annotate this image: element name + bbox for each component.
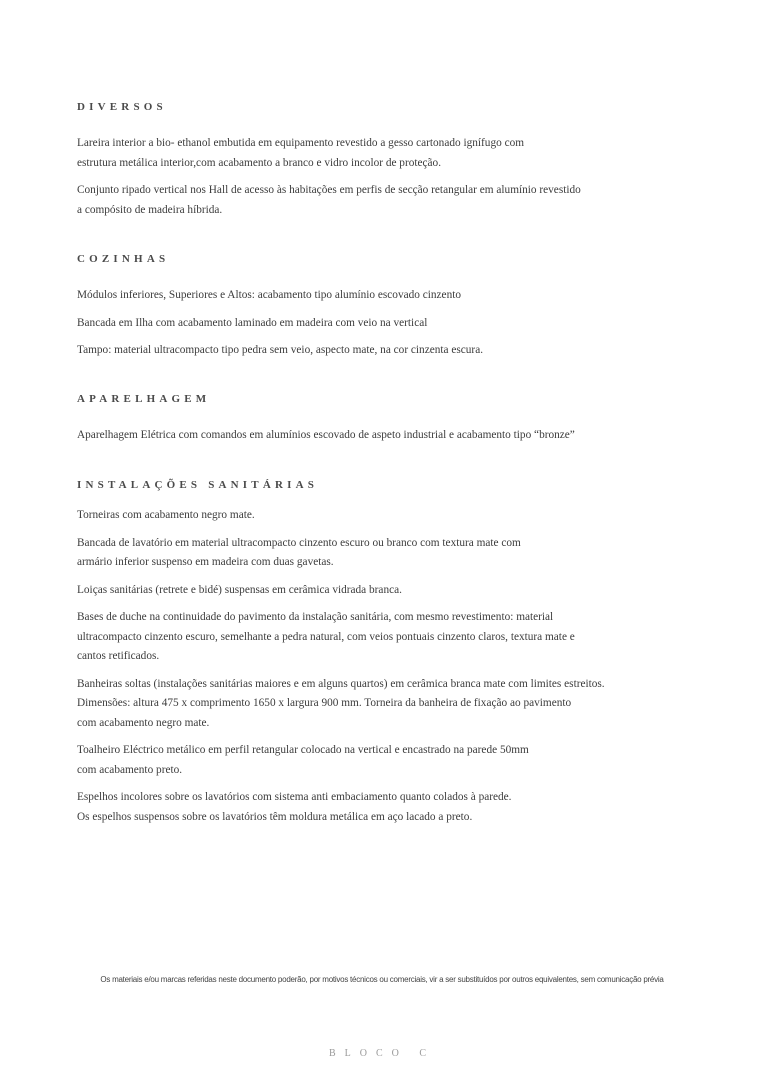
paragraph [77, 534, 697, 573]
paragraph [77, 426, 697, 446]
section-aparelhagem [77, 392, 697, 446]
paragraph [77, 741, 697, 780]
text-line: com acabamento preto. [77, 763, 183, 776]
text-line: Os espelhos suspensos sobre os lavatórios têm moldura metálica em aço lacado a preto. [77, 810, 473, 823]
section-heading: COZINHAS [77, 253, 170, 265]
text-line: Loiças sanitárias (retrete e bidé) suspensas em cerâmica vidrada branca. [77, 583, 402, 596]
section-heading: DIVERSOS [77, 101, 167, 113]
paragraph [77, 581, 697, 601]
text-line: Aparelhagem Elétrica com comandos em alumínios escovado de aspeto industrial e acabamento tipo “bronze” [77, 429, 575, 441]
paragraph [77, 608, 697, 667]
text-line: Bancada de lavatório em material ultracompacto cinzento escuro ou branco com textura mate com [77, 536, 521, 549]
section-heading: APARELHAGEM [77, 393, 211, 405]
section-instalacoes-sanitarias [77, 478, 697, 827]
text-line: Espelhos incolores sobre os lavatórios com sistema anti embaciamento quanto colados à parede. [77, 791, 512, 803]
section-diversos [77, 100, 697, 220]
text-line: Tampo: material ultracompacto tipo pedra sem veio, aspecto mate, na cor cinzenta escura. [77, 344, 484, 356]
text-line: Módulos inferiores, Superiores e Altos: acabamento tipo alumínio escovado cinzento [77, 289, 462, 301]
section-cozinhas [77, 252, 697, 361]
text-line: Bases de duche na continuidade do pavimento da instalação sanitária, com mesmo revestimento: material [77, 611, 554, 623]
text-line: Lareira interior a bio- ethanol embutida em equipamento revestido a gesso cartonado ignífugo com [77, 137, 525, 149]
text-line: armário inferior suspenso em madeira com duas gavetas. [77, 556, 334, 568]
section-heading: INSTALAÇÕES SANITÁRIAS [77, 479, 319, 491]
paragraph [77, 314, 697, 334]
paragraph [77, 286, 697, 306]
text-line: com acabamento negro mate. [77, 716, 210, 729]
footer-disclaimer: Os materiais e/ou marcas referidas neste documento poderão, por motivos técnicos ou comerciais, vir a ser substituídos por outros equivalentes, sem comunicação prévia [100, 975, 664, 984]
text-line: cantos retificados. [77, 650, 160, 662]
text-line: Toalheiro Eléctrico metálico em perfil retangular colocado na vertical e encastrado na parede 50mm [77, 744, 529, 756]
text-line: Torneiras com acabamento negro mate. [77, 509, 255, 521]
text-line: Banheiras soltas (instalações sanitárias maiores e em alguns quartos) em cerâmica branca mate com limites estreitos. [77, 677, 605, 690]
footer-block-label: BLOCO C [328, 1048, 436, 1059]
paragraph [77, 134, 697, 173]
text-line: Dimensões: altura 475 x comprimento 1650 x largura 900 mm. Torneira da banheira de fixação ao pavimento [77, 697, 572, 709]
text-line: estrutura metálica interior,com acabamento a branco e vidro incolor de proteção. [77, 156, 442, 169]
text-line: a compósito de madeira híbrida. [77, 203, 223, 216]
paragraph [77, 675, 697, 734]
text-line: Bancada em Ilha com acabamento laminado em madeira com veio na vertical [77, 316, 428, 329]
paragraph [77, 341, 697, 361]
paragraph [77, 788, 697, 827]
paragraph [77, 181, 697, 220]
text-line: Conjunto ripado vertical nos Hall de acesso às habitações em perfis de secção retangular em alumínio revestido [77, 184, 581, 196]
paragraph [77, 506, 697, 526]
text-line: ultracompacto cinzento escuro, semelhante a pedra natural, com veios pontuais cinzento claros, textura mate e [77, 630, 575, 643]
